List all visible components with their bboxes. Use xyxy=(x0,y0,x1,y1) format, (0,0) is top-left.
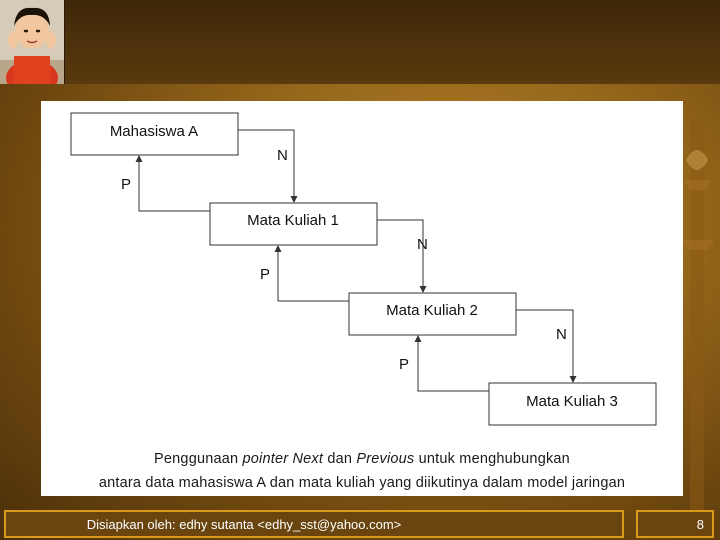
caption-line-1 xyxy=(41,451,683,467)
prev-arrow xyxy=(418,336,489,391)
footer-author-box xyxy=(4,510,624,538)
prev-arrow xyxy=(278,246,349,301)
next-arrow xyxy=(516,310,573,382)
footer-page-box xyxy=(636,510,714,538)
prev-label: P xyxy=(121,176,132,193)
next-arrow xyxy=(377,220,423,292)
next-label: N xyxy=(417,236,428,253)
linked-list-diagram xyxy=(41,101,683,446)
prev-label: P xyxy=(260,266,271,283)
footer-author: Disiapkan oleh: edhy sutanta <edhy_sst@yahoo.com> xyxy=(86,517,402,532)
page-number: 8 xyxy=(696,517,704,532)
top-banner xyxy=(0,0,720,84)
next-label: N xyxy=(277,147,288,164)
caption-text: dan xyxy=(323,451,357,467)
slide-content xyxy=(41,101,683,496)
next-arrow xyxy=(238,130,294,202)
prev-label: P xyxy=(399,356,410,373)
caption-italic-next: pointer Next xyxy=(242,451,324,467)
node-label: Mata Kuliah 2 xyxy=(386,302,478,319)
child-photo xyxy=(0,0,65,84)
caption-text: Penggunaan xyxy=(154,451,243,467)
caption-text: untuk menghubungkan xyxy=(414,451,570,467)
node-label: Mata Kuliah 1 xyxy=(247,212,339,229)
caption-line-2: antara data mahasiswa A dan mata kuliah yang diikutinya dalam model jaringan xyxy=(98,475,626,491)
prev-arrow xyxy=(139,156,210,211)
caption-italic-previous: Previous xyxy=(356,451,415,467)
node-label: Mata Kuliah 3 xyxy=(526,393,618,410)
next-label: N xyxy=(556,326,567,343)
node-label: Mahasiswa A xyxy=(109,123,199,140)
